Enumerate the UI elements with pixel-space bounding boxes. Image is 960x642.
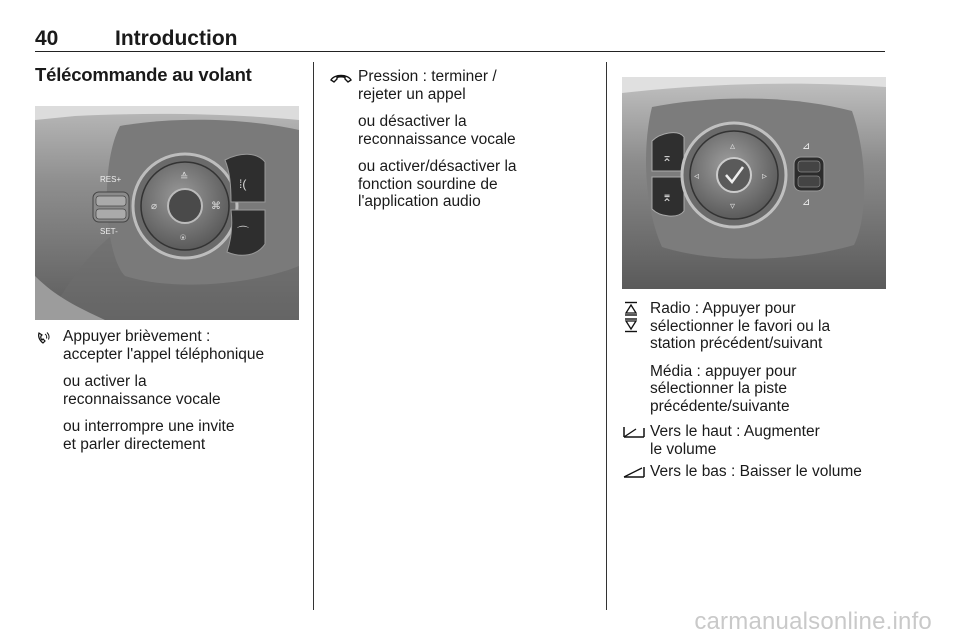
text-line: reconnaissance vocale: [63, 390, 221, 408]
svg-text:⌀: ⌀: [151, 201, 158, 212]
volume-down-entry: [622, 463, 892, 487]
text-line: Média : appuyer pour: [650, 362, 797, 380]
svg-text:⁞(: ⁞(: [239, 177, 247, 191]
text-line: ou désactiver la: [358, 113, 467, 130]
text-line: station précédent/suivant: [650, 335, 823, 352]
left-steering-controls-figure: [35, 106, 299, 320]
phone-voice-icon: [35, 329, 61, 365]
favorite-up-down-icon: [622, 301, 648, 337]
svg-text:⊿: ⊿: [802, 141, 811, 152]
text-line: Radio : Appuyer pour: [650, 300, 796, 317]
text-line: rejeter un appel: [358, 85, 466, 103]
text-line: fonction sourdine de: [358, 175, 498, 193]
text-line: ou interrompre une invite: [63, 418, 235, 435]
text-line: sélectionner la piste: [650, 380, 787, 397]
set-label: SET-: [100, 227, 118, 236]
svg-text:▿: ▿: [730, 201, 736, 212]
svg-text:⌅: ⌅: [662, 150, 673, 164]
column-divider: [606, 62, 607, 610]
svg-text:▹: ▹: [762, 171, 768, 182]
volume-up-entry: [622, 423, 892, 463]
hang-up-entry: [330, 68, 600, 218]
svg-text:▵: ▵: [730, 141, 736, 152]
text-line: ou activer/désactiver la: [358, 158, 517, 175]
text-line: ou activer la: [63, 373, 147, 390]
text-line: Vers le haut : Augmenter: [650, 423, 820, 440]
favorite-entry: [622, 300, 892, 420]
volume-down-icon: [622, 464, 648, 500]
text-line: le volume: [650, 440, 717, 458]
text-line: précédente/suivante: [650, 397, 790, 415]
text-line: Pression : terminer /: [358, 68, 497, 85]
svg-text:⍟: ⍟: [180, 233, 186, 244]
text-line: reconnaissance vocale: [358, 130, 516, 148]
right-steering-controls-figure: [622, 77, 886, 289]
text-line: l'application audio: [358, 193, 481, 210]
text-line: et parler directement: [63, 435, 206, 453]
page-number: 40: [35, 27, 59, 50]
page-header: [35, 27, 885, 52]
svg-text:≙: ≙: [180, 172, 189, 183]
hang-up-icon: [330, 69, 356, 105]
text-line: accepter l'appel téléphonique: [63, 345, 265, 363]
svg-text:◃: ◃: [694, 171, 700, 182]
chapter-title: Introduction: [115, 27, 238, 50]
svg-text:⊿: ⊿: [802, 197, 811, 208]
column-divider: [313, 62, 314, 610]
text-line: Vers le bas : Baisser le volume: [650, 463, 862, 480]
text-line: Appuyer brièvement :: [63, 328, 211, 345]
svg-text:⌒: ⌒: [237, 225, 250, 239]
res-label: RES+: [100, 175, 122, 184]
svg-text:⌆: ⌆: [662, 190, 673, 204]
text-line: sélectionner le favori ou la: [650, 317, 831, 335]
phone-voice-entry: [35, 328, 305, 458]
watermark: carmanualsonline.info: [694, 608, 932, 635]
volume-up-icon: [622, 424, 648, 460]
section-title: Télécommande au volant: [35, 64, 252, 85]
svg-text:⌘: ⌘: [211, 201, 221, 212]
